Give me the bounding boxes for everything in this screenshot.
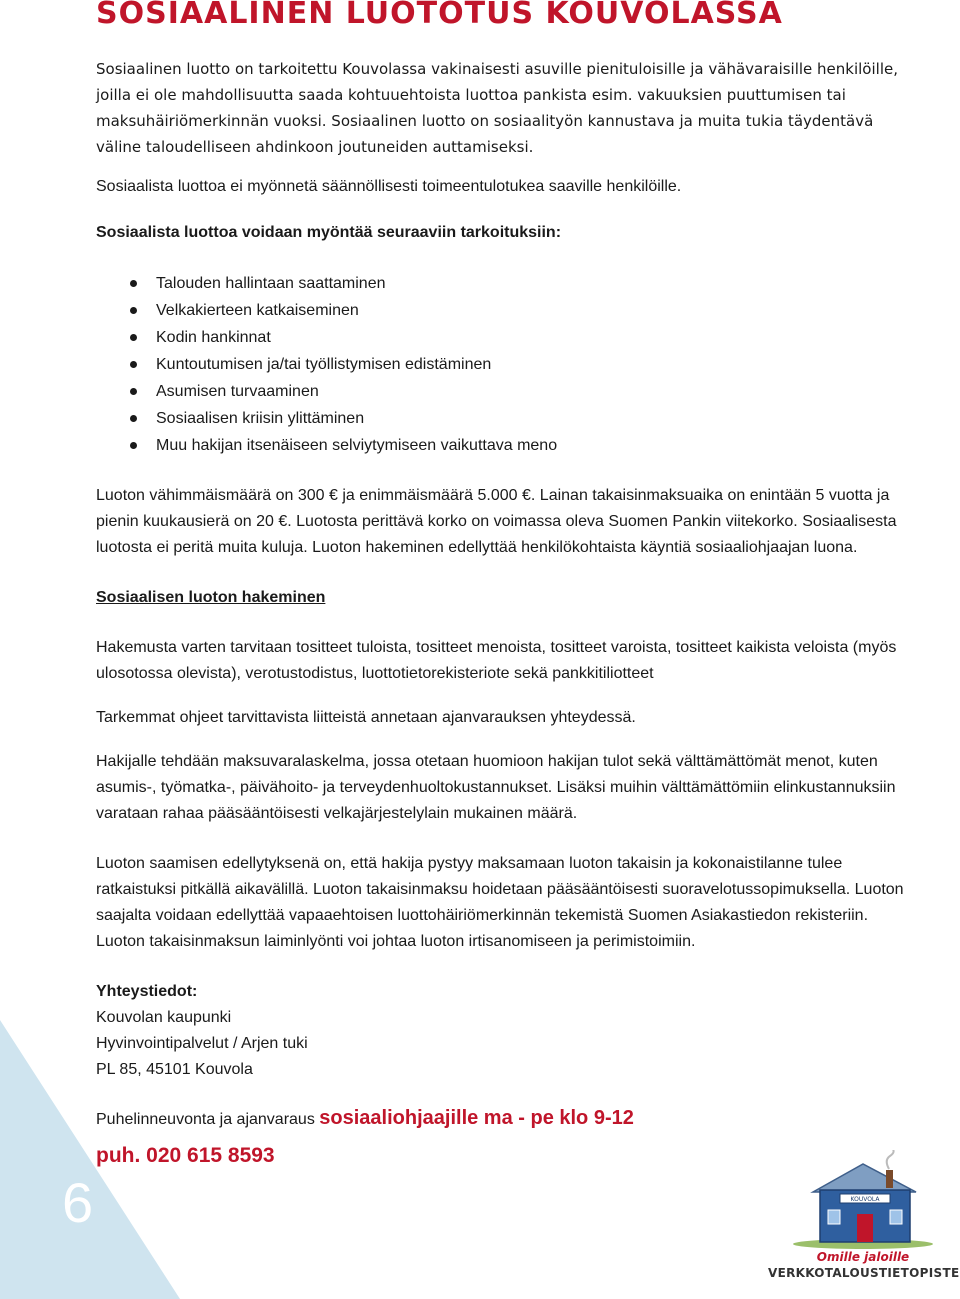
- sign-text: KOUVOLA: [850, 1196, 880, 1203]
- purposes-heading: Sosiaalista luottoa voidaan myöntää seuraaviin tarkoituksiin:: [96, 224, 562, 241]
- house-illustration: [768, 1150, 958, 1250]
- logo-name: VERKKOTALOUSTIETOPISTE: [768, 1266, 960, 1280]
- application-paragraph-4: Luoton saamisen edellytyksenä on, että hakija pystyy maksamaan luoton takaisin ja kokonaistilanne tulee ratkaistuksi pitkällä aikavälillä. Luoton takaisinmaksu hoidetaan pääsääntöisesti suoravelotussopimuksella. Luoton saajalta voidaan edellyttää vapaaehtoisen luottohäiriömerkinnän tekemistä Suomen Asiakastiedon rekisteriin. Luoton takaisinmaksun laiminlyönti voi johtaa luoton irtisanomiseen ja perimistoimiin.: [96, 855, 904, 950]
- list-item-label: Kuntoutumisen ja/tai työllistymisen edistäminen: [156, 356, 492, 373]
- list-item: [96, 297, 916, 324]
- list-item-label: Asumisen turvaaminen: [156, 383, 319, 400]
- list-item-label: Velkakierteen katkaiseminen: [156, 302, 359, 319]
- bullet-icon: [130, 334, 137, 341]
- application-paragraph-2: Tarkemmat ohjeet tarvittavista liitteistä annetaan ajanvarauksen yhteydessä.: [96, 709, 636, 726]
- list-item: [96, 351, 916, 378]
- bullet-icon: [130, 442, 137, 449]
- verkkotaloustietopiste-logo: [768, 1150, 958, 1296]
- bullet-icon: [130, 361, 137, 368]
- contact-line-address: PL 85, 45101 Kouvola: [96, 1061, 253, 1078]
- contact-heading: Yhteystiedot:: [96, 983, 198, 1000]
- intro-paragraph: Sosiaalinen luotto on tarkoitettu Kouvolassa vakinaisesti asuville pienituloisille ja vähävaraisille henkilöille, joilla ei ole mahdollisuutta saada kohtuuehtoista luottoa pankista esim. vakuuksien puuttumisen tai maksuhäiriömerkinnän vuoksi. Sosiaalinen luotto on sosiaalityön kannustava ja muita tukia täydentävä väline taloudelliseen ahdinkoon joutuneiden auttamiseksi.: [96, 60, 898, 156]
- bullet-icon: [130, 415, 137, 422]
- list-item: [96, 378, 916, 405]
- page-number: 6: [62, 1171, 94, 1234]
- page-title: SOSIAALINEN LUOTOTUS KOUVOLASSA: [96, 0, 783, 31]
- phone-hours: sosiaaliohjaajille ma - pe klo 9-12: [319, 1107, 634, 1129]
- bullet-icon: [130, 280, 137, 287]
- bullet-icon: [130, 307, 137, 314]
- logo-tagline: Omille jaloille: [816, 1250, 910, 1264]
- phone-prefix: Puhelinneuvonta ja ajanvaraus: [96, 1111, 320, 1128]
- contact-line-organization: Kouvolan kaupunki: [96, 1009, 232, 1026]
- purposes-list: [96, 270, 916, 459]
- bullet-icon: [130, 388, 137, 395]
- list-item: [96, 270, 916, 297]
- list-item: [96, 405, 916, 432]
- phone-info: [96, 1105, 916, 1133]
- phone-number: puh. 020 615 8593: [96, 1144, 275, 1167]
- intro-note: Sosiaalista luottoa ei myönnetä säännöllisesti toimeentulotukea saaville henkilöille.: [96, 178, 682, 195]
- list-item-label: Sosiaalisen kriisin ylittäminen: [156, 410, 365, 427]
- terms-paragraph: Luoton vähimmäismäärä on 300 € ja enimmäismäärä 5.000 €. Lainan takaisinmaksuaika on enintään 5 vuotta ja pienin kuukausierä on 20 €. Luotosta perittävä korko on voimassa oleva Suomen Pankin viitekorko. Sosiaalisesta luotosta ei peritä muita kuluja. Luoton hakeminen edellyttää henkilökohtaista käyntiä sosiaaliohjaajan luona.: [96, 487, 897, 556]
- list-item-label: Muu hakijan itsenäiseen selviytymiseen vaikuttava meno: [156, 437, 558, 454]
- list-item-label: Talouden hallintaan saattaminen: [156, 275, 386, 292]
- application-paragraph-1: Hakemusta varten tarvitaan tositteet tuloista, tositteet menoista, tositteet varoista, tositteet kaikista veloista (myös ulosotossa olevista), verotustodistus, luottotietorekisteriote sekä pankkitiliotteet: [96, 639, 897, 682]
- application-heading: Sosiaalisen luoton hakeminen: [96, 589, 326, 606]
- list-item: [96, 324, 916, 351]
- list-item: [96, 432, 916, 459]
- contact-line-department: Hyvinvointipalvelut / Arjen tuki: [96, 1035, 308, 1052]
- document-body: [96, 56, 916, 1169]
- application-paragraph-3: Hakijalle tehdään maksuvaralaskelma, jossa otetaan huomioon hakijan tulot sekä välttämättömät menot, kuten asumis-, työmatka-, päivähoito- ja terveydenhuoltokustannukset. Lisäksi muihin välttämättömiin elinkustannuksiin varataan rahaa pääsääntöisesti velkajärjestelylain mukainen määrä.: [96, 753, 896, 822]
- list-item-label: Kodin hankinnat: [156, 329, 271, 346]
